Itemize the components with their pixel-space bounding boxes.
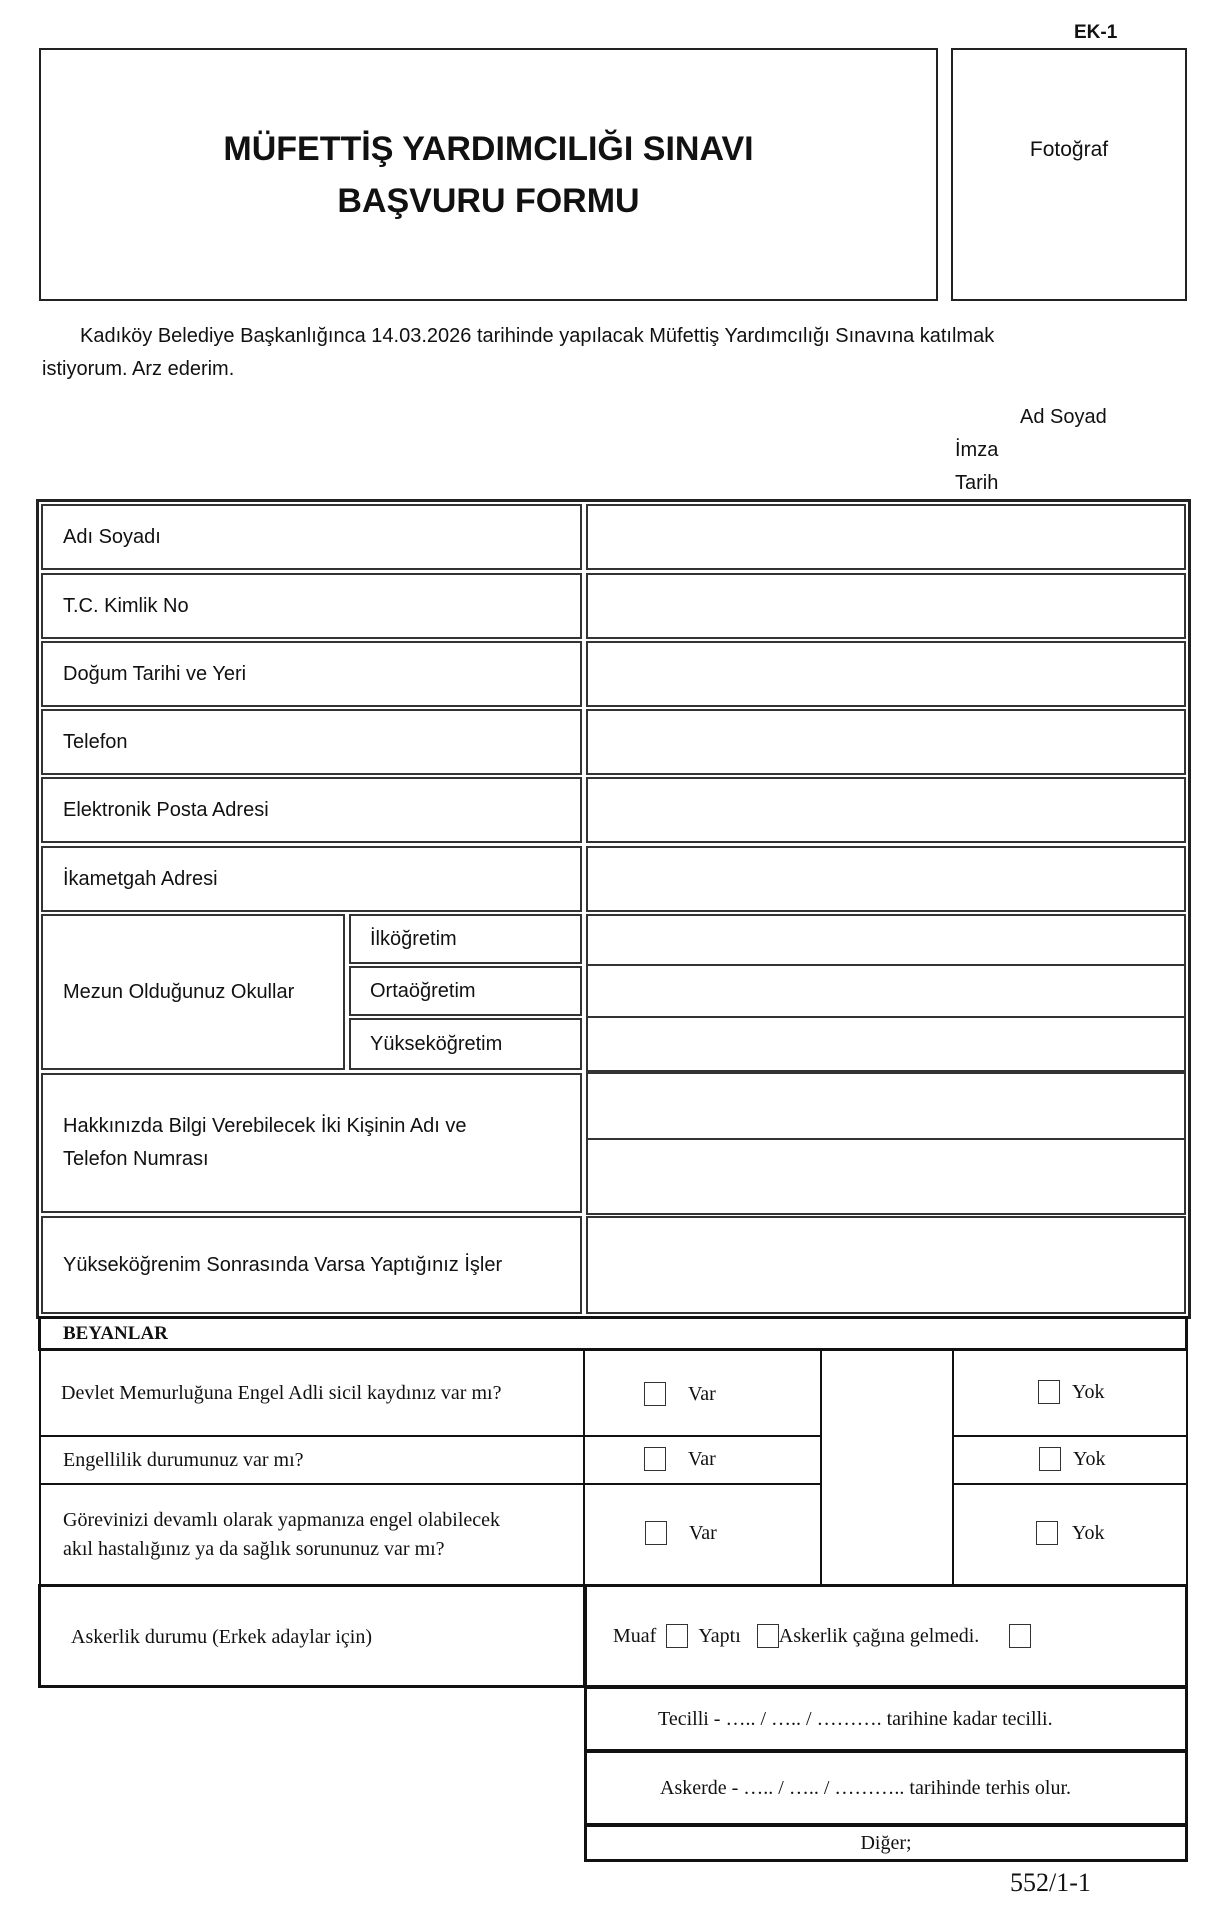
input-tc-id[interactable] — [586, 573, 1186, 639]
photo-box — [951, 48, 1187, 301]
signature-date: Tarih — [955, 472, 999, 494]
question-text: akıl hastalığınız ya da sağlık sorununuz var mı? — [63, 1537, 445, 1560]
input-secondary[interactable] — [586, 964, 1186, 1018]
label-email — [41, 777, 582, 843]
annex-label: EK-1 — [1074, 22, 1118, 43]
question-text: Devlet Memurluğuna Engel Adli sicil kaydınız var mı? — [61, 1381, 502, 1404]
title-box — [39, 48, 938, 301]
option-label: Var — [688, 1447, 716, 1470]
military-deferred-cell[interactable] — [584, 1686, 1188, 1752]
checkbox-done[interactable] — [757, 1624, 779, 1648]
checkbox-var-1[interactable] — [644, 1382, 666, 1406]
label-birth — [41, 641, 582, 707]
label-phone — [41, 709, 582, 775]
statement-line1: Kadıköy Belediye Başkanlığınca 14.03.2026 tarihinde yapılacak Müfettiş Yardımcılığı Sınavına katılmak — [80, 325, 995, 347]
option-var-1[interactable] — [644, 1382, 716, 1406]
question-text: Engellilik durumunuz var mı? — [63, 1448, 304, 1471]
label-text: Elektronik Posta Adresi — [63, 798, 269, 821]
military-serving-cell[interactable] — [584, 1750, 1188, 1826]
option-label: Var — [688, 1382, 716, 1405]
label-post-grad-work — [41, 1216, 582, 1314]
label-text: İkametgah Adresi — [63, 867, 218, 890]
label-schools — [41, 914, 345, 1070]
checkbox-var-3[interactable] — [645, 1521, 667, 1545]
label-tc-id — [41, 573, 582, 639]
option-yok-2[interactable] — [1039, 1447, 1105, 1471]
label-text: Yükseköğrenim Sonrasında Varsa Yaptığınız İşler — [63, 1253, 503, 1276]
label-text: Doğum Tarihi ve Yeri — [63, 662, 247, 685]
signature-name: Ad Soyad — [1020, 406, 1107, 428]
label-text: Telefon Numrası — [63, 1148, 209, 1170]
input-phone[interactable] — [586, 709, 1186, 775]
form-title-line1: MÜFETTİŞ YARDIMCILIĞI SINAVI — [223, 129, 754, 168]
checkbox-yok-3[interactable] — [1036, 1521, 1058, 1545]
option-yok-3[interactable] — [1036, 1521, 1104, 1545]
checkbox-yok-2[interactable] — [1039, 1447, 1061, 1471]
label-secondary — [349, 966, 582, 1016]
label-text: İlköğretim — [370, 927, 457, 950]
military-label: Askerlik durumu (Erkek adaylar için) — [71, 1626, 373, 1648]
label-text: Mezun Olduğunuz Okullar — [63, 980, 295, 1003]
input-full-name[interactable] — [586, 504, 1186, 570]
question-health — [39, 1483, 585, 1586]
military-other-cell[interactable] — [584, 1824, 1188, 1862]
label-primary — [349, 914, 582, 964]
label-text: Telefon — [63, 730, 128, 753]
form-title-line2: BAŞVURU FORMU — [337, 181, 640, 220]
input-post-grad-work[interactable] — [586, 1216, 1186, 1314]
option-label: Yok — [1072, 1521, 1105, 1544]
option-label: Muaf — [613, 1624, 657, 1647]
section-heading: BEYANLAR — [63, 1322, 168, 1344]
question-disability — [39, 1435, 585, 1485]
deferred-text: Tecilli - ….. / ….. / ………. tarihine kadar tecilli. — [658, 1707, 1053, 1730]
input-email[interactable] — [586, 777, 1186, 843]
spacer-cell — [820, 1349, 954, 1586]
military-options-cell — [584, 1584, 1188, 1688]
other-text: Diğer; — [860, 1831, 912, 1854]
label-text: Adı Soyadı — [63, 525, 161, 548]
option-label: Var — [689, 1521, 717, 1544]
option-label: Yok — [1073, 1447, 1106, 1470]
checkbox-yok-1[interactable] — [1038, 1380, 1060, 1404]
input-birth[interactable] — [586, 641, 1186, 707]
option-label: Yok — [1072, 1380, 1105, 1403]
label-address — [41, 846, 582, 912]
option-var-2[interactable] — [644, 1447, 716, 1471]
statement-line2: istiyorum. Arz ederim. — [42, 358, 235, 380]
checkbox-exempt[interactable] — [666, 1624, 688, 1648]
question-criminal-record — [39, 1349, 585, 1437]
serving-text: Askerde - ….. / ….. / ……….. tarihinde terhis olur. — [660, 1776, 1072, 1799]
option-var-3[interactable] — [645, 1521, 717, 1545]
label-full-name — [41, 504, 582, 570]
footer-code: 552/1-1 — [1010, 1868, 1091, 1897]
input-reference-2[interactable] — [586, 1138, 1186, 1215]
label-text: Hakkınızda Bilgi Verebilecek İki Kişinin Adı ve — [63, 1115, 467, 1137]
checkbox-not-age[interactable] — [1009, 1624, 1031, 1648]
military-label-cell — [38, 1584, 586, 1688]
signature-sign: İmza — [955, 439, 999, 461]
photo-label: Fotoğraf — [1029, 137, 1109, 161]
checkbox-var-2[interactable] — [644, 1447, 666, 1471]
question-text: Görevinizi devamlı olarak yapmanıza engel olabilecek — [63, 1508, 501, 1531]
option-label: Yaptı — [698, 1624, 741, 1647]
input-address[interactable] — [586, 846, 1186, 912]
label-text: Yükseköğretim — [370, 1032, 503, 1055]
label-text: T.C. Kimlik No — [63, 594, 189, 617]
label-higher — [349, 1018, 582, 1070]
input-reference-1[interactable] — [586, 1072, 1186, 1140]
label-text: Ortaöğretim — [370, 979, 476, 1002]
input-higher[interactable] — [586, 1016, 1186, 1072]
option-label: Askerlik çağına gelmedi. — [778, 1624, 980, 1647]
declarations-header — [38, 1316, 1188, 1351]
option-yok-1[interactable] — [1038, 1380, 1104, 1404]
input-primary[interactable] — [586, 914, 1186, 966]
label-references — [41, 1073, 582, 1213]
